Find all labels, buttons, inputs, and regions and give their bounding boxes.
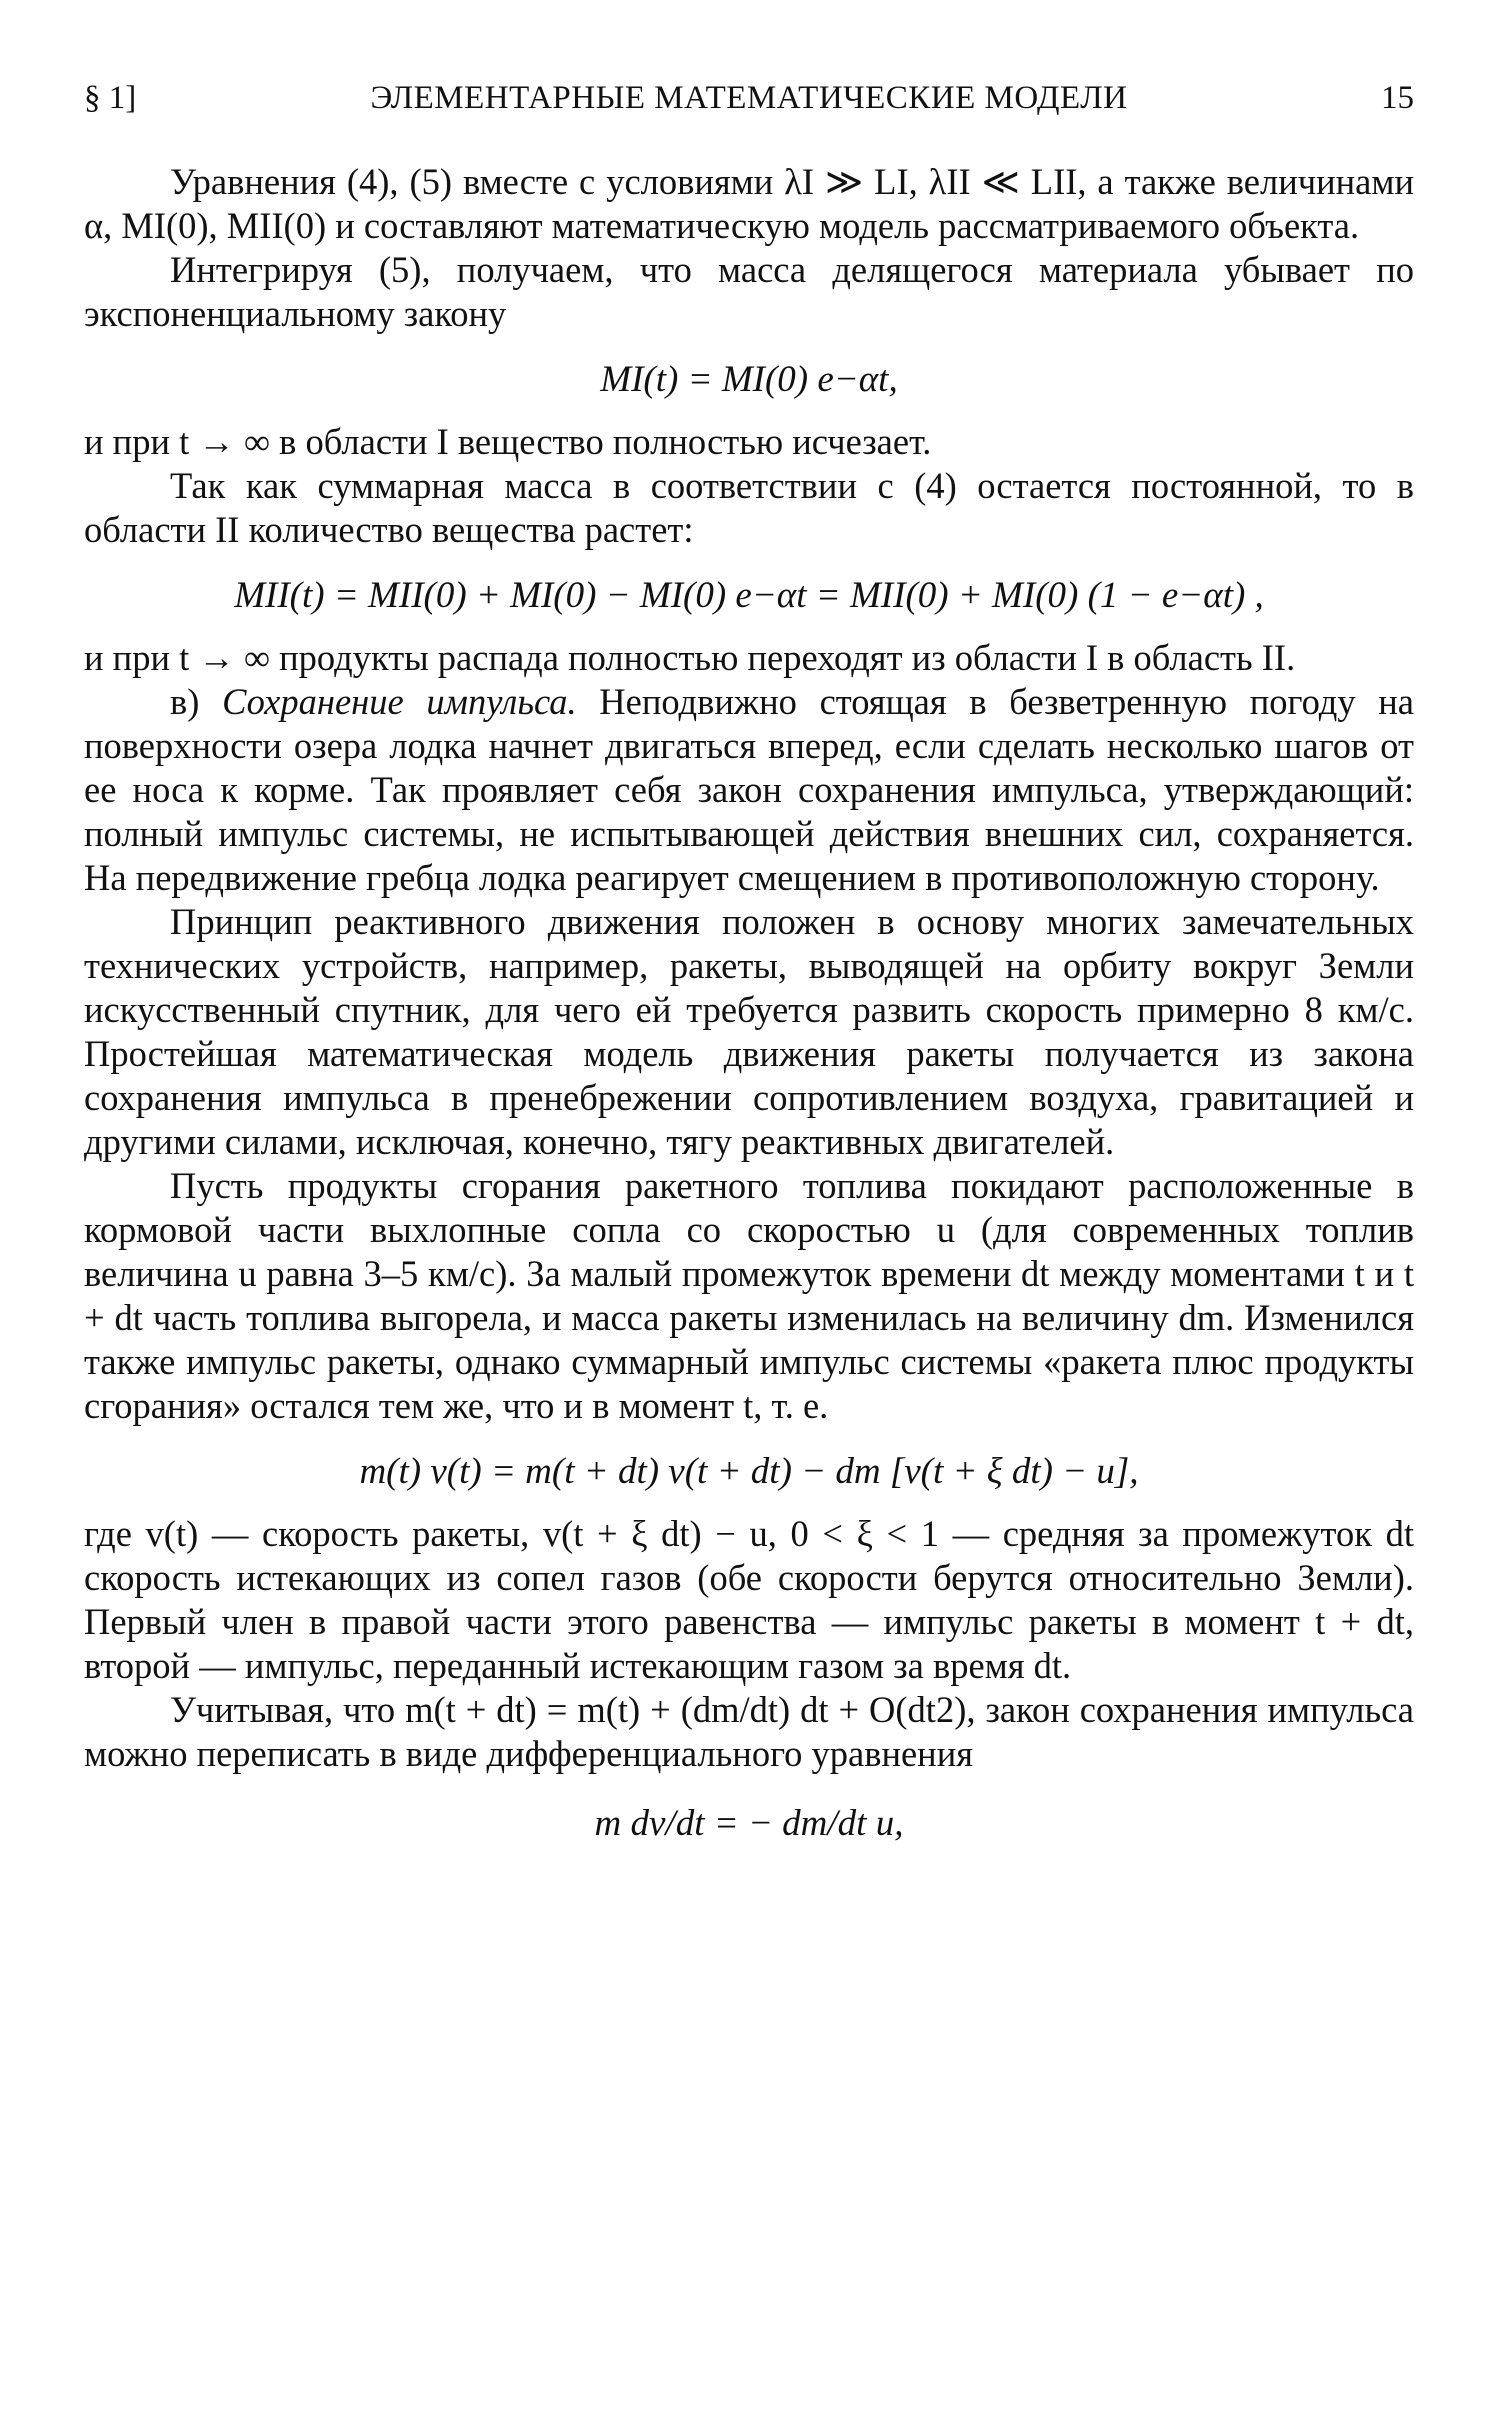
subsection-title: Сохранение импульса. [222, 681, 577, 722]
equation-momentum: m(t) v(t) = m(t + dt) v(t + dt) − dm [v(t + ξ dt) − u], [359, 1451, 1139, 1492]
paragraph-1: Уравнения (4), (5) вместе с условиями λI ≫ LI, λII ≪ LII, а также величинами α, MI(0), MII(0) и составляют математическую модель рассматриваемого объекта. [84, 161, 1414, 246]
chapter-title: ЭЛЕМЕНТАРНЫЕ МАТЕМАТИЧЕСКИЕ МОДЕЛИ [370, 80, 1128, 116]
equation-rocket-ode: m dv/dt = − dm/dt u, [594, 1803, 904, 1844]
paragraph-5: и при t → ∞ продукты распада полностью переходят из области I в область II. [84, 637, 1296, 678]
equation-mass-growth: MII(t) = MII(0) + MI(0) − MI(0) e−αt = MII(0) + MI(0) (1 − e−αt) , [234, 575, 1264, 616]
paragraph-8: Пусть продукты сгорания ракетного топлива покидают расположенные в кормовой части выхлопные сопла со скоростью u (для современных топлив величина u равна 3–5 км/с). За малый промежуток времени dt между моментами t и t + dt часть топлива выгорела, и масса ракеты изменилась на величину dm. Изменился также импульс ракеты, однако суммарный импульс системы «ракета плюс продукты сгорания» остался тем же, что и в момент t, т. е. [84, 1165, 1414, 1426]
paragraph-2: Интегрируя (5), получаем, что масса делящегося материала убывает по экспоненциальному закону [84, 249, 1414, 334]
paragraph-9: где v(t) — скорость ракеты, v(t + ξ dt) − u, 0 < ξ < 1 — средняя за промежуток dt скорость истекающих из сопел газов (обе скорости берутся относительно Земли). Первый член в правой части этого равенства — импульс ракеты в момент t + dt, второй — импульс, переданный истекающим газом за время dt. [84, 1513, 1414, 1686]
page-number: 15 [1381, 80, 1414, 116]
paragraph-6-text: Неподвижно стоящая в безветренную погоду на поверхности озера лодка начнет двигаться вперед, если сделать несколько шагов от ее носа к корме. Так проявляет себя закон сохранения импульса, утверждающий: полный импульс системы, не испытывающей действия внешних сил, сохраняется. На передвижение гребца лодка реагирует смещением в противоположную сторону. [84, 681, 1414, 898]
running-header [84, 80, 1414, 136]
paragraph-10: Учитывая, что m(t + dt) = m(t) + (dm/dt) dt + O(dt2), закон сохранения импульса можно переписать в виде дифференциального уравнения [84, 1689, 1414, 1774]
paragraph-4: Так как суммарная масса в соответствии с (4) остается постоянной, то в области II количество вещества растет: [84, 465, 1414, 550]
page-body [84, 160, 1414, 1864]
equation-mass-decay: MI(t) = MI(0) e−αt, [600, 359, 898, 400]
section-mark: § 1] [84, 80, 137, 116]
paragraph-6 [84, 680, 1414, 900]
paragraph-7: Принцип реактивного движения положен в основу многих замечательных технических устройств, например, ракеты, выводящей на орбиту вокруг Земли искусственный спутник, для чего ей требуется развить скорость примерно 8 км/с. Простейшая математическая модель движения ракеты получается из закона сохранения импульса в пренебрежении сопротивлением воздуха, гравитацией и другими силами, исключая, конечно, тягу реактивных двигателей. [84, 901, 1414, 1162]
paragraph-3: и при t → ∞ в области I вещество полностью исчезает. [84, 421, 932, 462]
list-marker: в) [170, 681, 200, 722]
